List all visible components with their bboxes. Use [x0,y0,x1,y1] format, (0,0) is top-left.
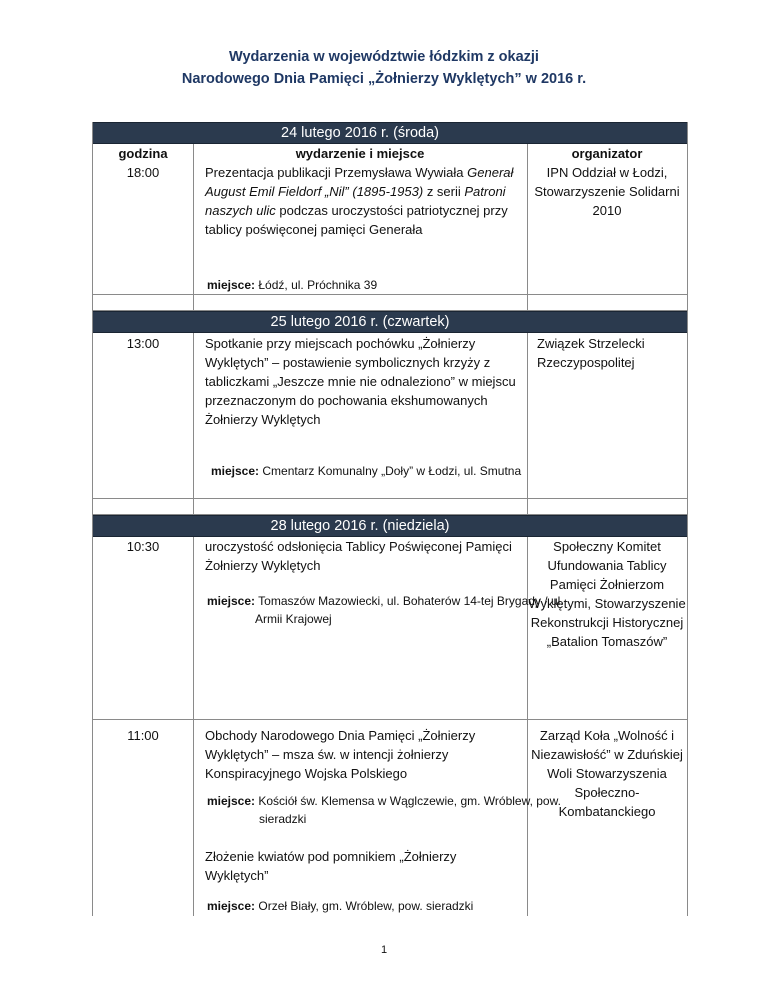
event-place: miejsce: Cmentarz Komunalny „Doły” w Łodzi, ul. Smutna [211,464,522,478]
event-time: 10:30 [126,539,160,554]
event-description: Prezentacja publikacji Przemysława Wywiała Generał August Emil Fieldorf „Nil” (1895-1953) z serii Patroni naszych ulic podczas uroczystości patriotycznej przy tablicy poświęconej pamięci Generała [205,165,514,237]
column-header-event: wydarzenie i miejsce [295,146,425,161]
event-description: uroczystość odsłonięcia Tablicy Poświęconej Pamięci Żołnierzy Wyklętych [205,539,512,573]
column-header-organizer: organizator [571,146,643,161]
day-date-2: 25 lutego 2016 r. (czwartek) [270,314,450,330]
page-title-line1: Wydarzenia w województwie łódzkim z okazji [229,49,539,65]
event-description-2: Złożenie kwiatów pod pomnikiem „Żołnierzy Wyklętych” [205,849,457,883]
event-place-2: miejsce: Orzeł Biały, gm. Wróblew, pow. sieradzki [207,899,474,913]
events-table [92,122,688,916]
event-description: Spotkanie przy miejscach pochówku „Żołnierzy Wyklętych” – postawienie symbolicznych krzyży z tabliczkami „Jeszcze mnie nie odnaleziono” w miejscu przeznaczonym do pochowania ekshumowanych Żołnierzy Wyklętych [205,336,516,427]
row-divider [93,498,687,499]
column-header-time: godzina [118,146,168,161]
event-time: 18:00 [126,165,160,180]
row-divider [93,294,687,295]
row-divider [93,719,687,720]
day-date-3: 28 lutego 2016 r. (niedziela) [270,518,450,534]
page-number: 1 [380,944,388,956]
event-organizer: Zarząd Koła „Wolność i Niezawisłość” w Zduńskiej Woli Stowarzyszenia Społeczno-Kombatanckiego [531,728,683,819]
event-place: miejsce: Kościół św. Klemensa w Wąglczewie, gm. Wróblew, pow. sieradzki [207,794,561,826]
page-title-line2: Narodowego Dnia Pamięci „Żołnierzy Wyklętych” w 2016 r. [181,71,587,87]
event-organizer: Związek Strzelecki Rzeczypospolitej [537,336,645,370]
event-place: miejsce: Łódź, ul. Próchnika 39 [207,278,378,292]
event-time: 13:00 [126,336,160,351]
event-place: miejsce: Tomaszów Mazowiecki, ul. Bohaterów 14-tej Brygady / ul. Armii Krajowej [207,594,564,626]
event-time: 11:00 [127,728,159,743]
event-description: Obchody Narodowego Dnia Pamięci „Żołnierzy Wyklętych” – msza św. w intencji żołnierzy Konspiracyjnego Wojska Polskiego [205,728,476,781]
event-organizer: IPN Oddział w Łodzi, Stowarzyszenie Solidarni 2010 [534,165,680,218]
day-date-1: 24 lutego 2016 r. (środa) [281,125,439,141]
event-organizer: Społeczny Komitet Ufundowania Tablicy Pamięci Żołnierzom Wyklętymi, Stowarzyszenie Rekonstrukcji Historycznej „Batalion Tomaszów” [528,539,686,649]
